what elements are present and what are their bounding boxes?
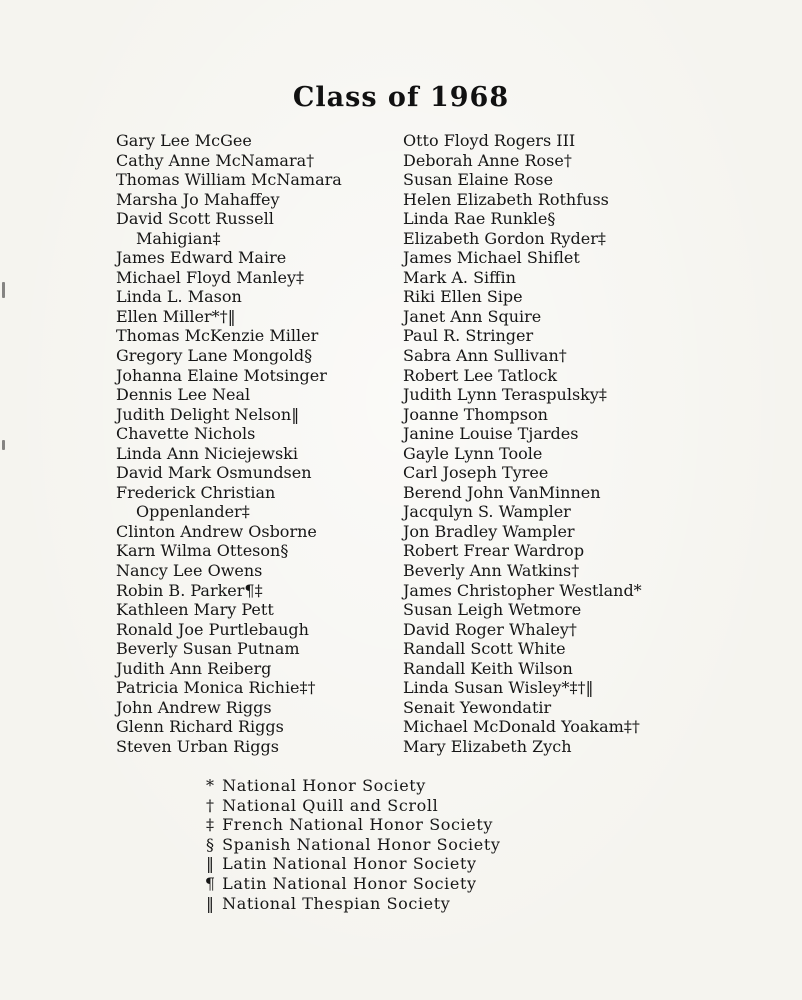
graduate-name bbox=[116, 131, 342, 151]
graduate-name bbox=[403, 698, 642, 718]
legend-item bbox=[203, 776, 501, 796]
graduate-name bbox=[403, 209, 642, 229]
graduate-name bbox=[403, 620, 642, 640]
graduate-name bbox=[116, 287, 342, 307]
graduate-name-text: John Andrew Riggs bbox=[116, 697, 272, 717]
graduate-name-text: Helen Elizabeth Rothfuss bbox=[403, 189, 609, 209]
graduate-name-text: Karn Wilma Otteson§ bbox=[116, 541, 289, 561]
graduate-name-text: Thomas McKenzie Miller bbox=[116, 326, 319, 346]
graduate-name-continuation: Mahigian‡ bbox=[136, 228, 221, 248]
graduate-name bbox=[403, 385, 642, 405]
graduate-name bbox=[116, 268, 342, 288]
graduate-name bbox=[116, 424, 342, 444]
graduate-name bbox=[116, 698, 342, 718]
name-list-left bbox=[116, 131, 342, 757]
legend-item bbox=[203, 835, 501, 855]
graduate-name-text: Gary Lee McGee bbox=[116, 131, 252, 150]
graduate-name bbox=[403, 424, 642, 444]
legend-symbol: ¶ bbox=[204, 873, 216, 893]
graduate-name bbox=[403, 248, 642, 268]
graduate-name bbox=[403, 678, 642, 698]
legend-label: Latin National Honor Society bbox=[222, 854, 477, 874]
graduate-name-text: Linda Susan Wisley*‡†‖ bbox=[403, 678, 594, 698]
graduate-name-text: Steven Urban Riggs bbox=[116, 736, 279, 756]
graduate-name-text: Chavette Nichols bbox=[116, 424, 256, 444]
graduate-name bbox=[403, 541, 642, 561]
graduate-name bbox=[116, 405, 342, 425]
graduate-name bbox=[403, 268, 642, 288]
graduate-name-text: Gregory Lane Mongold§ bbox=[116, 346, 313, 366]
graduate-name-text: Beverly Ann Watkins† bbox=[403, 561, 580, 581]
graduate-name bbox=[116, 385, 342, 405]
graduate-name bbox=[116, 346, 342, 366]
graduate-name-text: Judith Ann Reiberg bbox=[116, 658, 272, 678]
binding-mark bbox=[2, 282, 5, 298]
graduate-name-text: Randall Scott White bbox=[403, 639, 566, 659]
legend-label: Latin National Honor Society bbox=[222, 873, 477, 893]
honor-society-legend bbox=[203, 776, 501, 913]
graduate-name bbox=[403, 366, 642, 386]
legend-symbol: ‡ bbox=[206, 815, 214, 835]
graduate-name bbox=[116, 307, 342, 327]
graduate-name bbox=[116, 541, 342, 561]
graduate-name bbox=[116, 620, 342, 640]
graduate-name bbox=[403, 131, 642, 151]
graduate-name-text: Frederick Christian bbox=[116, 482, 276, 502]
graduate-name-text: Michael Floyd Manley‡ bbox=[116, 267, 305, 287]
graduate-name bbox=[403, 502, 642, 522]
graduate-name bbox=[116, 366, 342, 386]
graduate-name-text: David Mark Osmundsen bbox=[116, 463, 312, 483]
graduate-name bbox=[403, 600, 642, 620]
graduate-name-text: James Michael Shiflet bbox=[403, 248, 580, 268]
graduate-name-text: Johanna Elaine Motsinger bbox=[116, 365, 327, 385]
graduate-name bbox=[116, 190, 342, 210]
graduate-name-text: Robert Frear Wardrop bbox=[403, 541, 585, 561]
graduate-name bbox=[116, 581, 342, 601]
graduate-name-text: Jacqulyn S. Wampler bbox=[403, 502, 571, 522]
graduate-name-text: Deborah Anne Rose† bbox=[403, 150, 572, 170]
graduate-name-text: Linda Rae Runkle§ bbox=[403, 209, 556, 229]
graduate-name bbox=[403, 639, 642, 659]
graduate-name-text: Elizabeth Gordon Ryder‡ bbox=[403, 228, 606, 248]
legend-item bbox=[203, 894, 501, 914]
graduate-name-text: Robin B. Parker¶‡ bbox=[116, 580, 263, 600]
graduate-name-text: Kathleen Mary Pett bbox=[116, 600, 274, 620]
graduate-name bbox=[403, 444, 642, 464]
graduate-name-text: Randall Keith Wilson bbox=[403, 658, 573, 678]
graduate-name bbox=[403, 581, 642, 601]
graduate-name-text: Gayle Lynn Toole bbox=[403, 443, 543, 463]
graduate-name-text: Susan Leigh Wetmore bbox=[403, 600, 582, 620]
legend-label: National Honor Society bbox=[222, 776, 426, 795]
graduate-name-text: Janine Louise Tjardes bbox=[403, 424, 579, 444]
graduate-name-text: Thomas William McNamara bbox=[116, 170, 342, 190]
legend-label: Spanish National Honor Society bbox=[222, 834, 501, 854]
graduate-name-text: Judith Lynn Teraspulsky‡ bbox=[403, 385, 607, 405]
graduate-name bbox=[403, 561, 642, 581]
graduate-name-text: Paul R. Stringer bbox=[403, 326, 534, 346]
graduate-name bbox=[403, 717, 642, 737]
graduate-name-text: Otto Floyd Rogers III bbox=[403, 131, 576, 150]
legend-symbol: † bbox=[206, 795, 214, 815]
legend-item bbox=[203, 815, 501, 835]
graduate-name-text: Beverly Susan Putnam bbox=[116, 639, 300, 659]
graduate-name bbox=[116, 483, 342, 522]
graduate-name bbox=[116, 248, 342, 268]
graduate-name bbox=[403, 287, 642, 307]
graduate-name bbox=[116, 659, 342, 679]
graduate-name-text: Marsha Jo Mahaffey bbox=[116, 189, 280, 209]
legend-symbol: ‖ bbox=[206, 854, 214, 874]
graduate-name bbox=[403, 151, 642, 171]
graduate-name-text: Ronald Joe Purtlebaugh bbox=[116, 619, 309, 639]
graduate-name-text: Judith Delight Nelson‖ bbox=[116, 404, 300, 424]
graduate-name-text: Dennis Lee Neal bbox=[116, 385, 251, 405]
graduate-name-text: Michael McDonald Yoakam‡† bbox=[403, 717, 640, 737]
graduate-name bbox=[403, 190, 642, 210]
graduate-name-text: Mary Elizabeth Zych bbox=[403, 736, 572, 756]
graduate-name bbox=[116, 561, 342, 581]
legend-item bbox=[203, 854, 501, 874]
legend-symbol: ‖ bbox=[206, 893, 214, 913]
graduate-name bbox=[403, 483, 642, 503]
legend-symbol: § bbox=[206, 834, 214, 854]
legend-item bbox=[203, 874, 501, 894]
graduate-name-text: Ellen Miller*†‖ bbox=[116, 306, 236, 326]
name-list-right bbox=[403, 131, 642, 757]
graduate-name bbox=[116, 600, 342, 620]
graduate-name-text: Berend John VanMinnen bbox=[403, 482, 601, 502]
graduate-name-text: Jon Bradley Wampler bbox=[403, 521, 575, 541]
graduate-name bbox=[403, 346, 642, 366]
graduate-name bbox=[116, 639, 342, 659]
graduate-name-text: James Christopher Westland* bbox=[403, 580, 642, 600]
graduate-name-text: Patricia Monica Richie‡† bbox=[116, 678, 316, 698]
graduate-name bbox=[116, 737, 342, 757]
graduate-name-text: Joanne Thompson bbox=[403, 404, 548, 424]
graduate-name bbox=[403, 307, 642, 327]
legend-item bbox=[203, 796, 501, 816]
graduate-name-text: Robert Lee Tatlock bbox=[403, 365, 558, 385]
graduate-name-text: David Roger Whaley† bbox=[403, 619, 577, 639]
graduate-name-text: Clinton Andrew Osborne bbox=[116, 521, 317, 541]
graduate-name-text: Riki Ellen Sipe bbox=[403, 287, 523, 307]
graduate-name bbox=[116, 444, 342, 464]
graduate-name-continuation: Oppenlander‡ bbox=[136, 502, 250, 522]
graduate-name bbox=[403, 522, 642, 542]
graduate-name bbox=[403, 463, 642, 483]
legend-label: French National Honor Society bbox=[222, 815, 494, 835]
binding-mark bbox=[2, 440, 5, 450]
graduate-name bbox=[116, 209, 342, 248]
graduate-name-text: James Edward Maire bbox=[116, 248, 287, 268]
graduate-name-text: Sabra Ann Sullivan† bbox=[403, 346, 567, 366]
graduate-name bbox=[116, 678, 342, 698]
graduate-name-text: Cathy Anne McNamara† bbox=[116, 150, 315, 170]
graduate-name bbox=[116, 463, 342, 483]
graduate-name bbox=[403, 229, 642, 249]
legend-label: National Quill and Scroll bbox=[222, 795, 439, 815]
legend-symbol: * bbox=[206, 776, 214, 795]
graduate-name bbox=[403, 326, 642, 346]
graduate-name-text: Senait Yewondatir bbox=[403, 697, 552, 717]
graduate-name-text: Linda L. Mason bbox=[116, 287, 242, 307]
graduate-name bbox=[403, 170, 642, 190]
graduate-name-text: Susan Elaine Rose bbox=[403, 170, 554, 190]
graduate-name-text: Janet Ann Squire bbox=[403, 306, 542, 326]
graduate-name bbox=[116, 717, 342, 737]
graduate-name-text: Glenn Richard Riggs bbox=[116, 717, 284, 737]
graduate-name-text: David Scott Russell bbox=[116, 209, 274, 229]
graduate-name-text: Carl Joseph Tyree bbox=[403, 463, 549, 483]
graduate-name-text: Mark A. Siffin bbox=[403, 267, 516, 287]
page-title: Class of 1968 bbox=[292, 82, 510, 113]
graduate-name bbox=[116, 151, 342, 171]
legend-label: National Thespian Society bbox=[222, 893, 451, 913]
graduate-name bbox=[403, 659, 642, 679]
graduate-name bbox=[116, 522, 342, 542]
graduate-name-text: Linda Ann Niciejewski bbox=[116, 443, 298, 463]
graduate-name bbox=[116, 326, 342, 346]
graduate-name bbox=[403, 737, 642, 757]
graduate-name bbox=[116, 170, 342, 190]
graduate-name-text: Nancy Lee Owens bbox=[116, 561, 263, 581]
graduate-name bbox=[403, 405, 642, 425]
